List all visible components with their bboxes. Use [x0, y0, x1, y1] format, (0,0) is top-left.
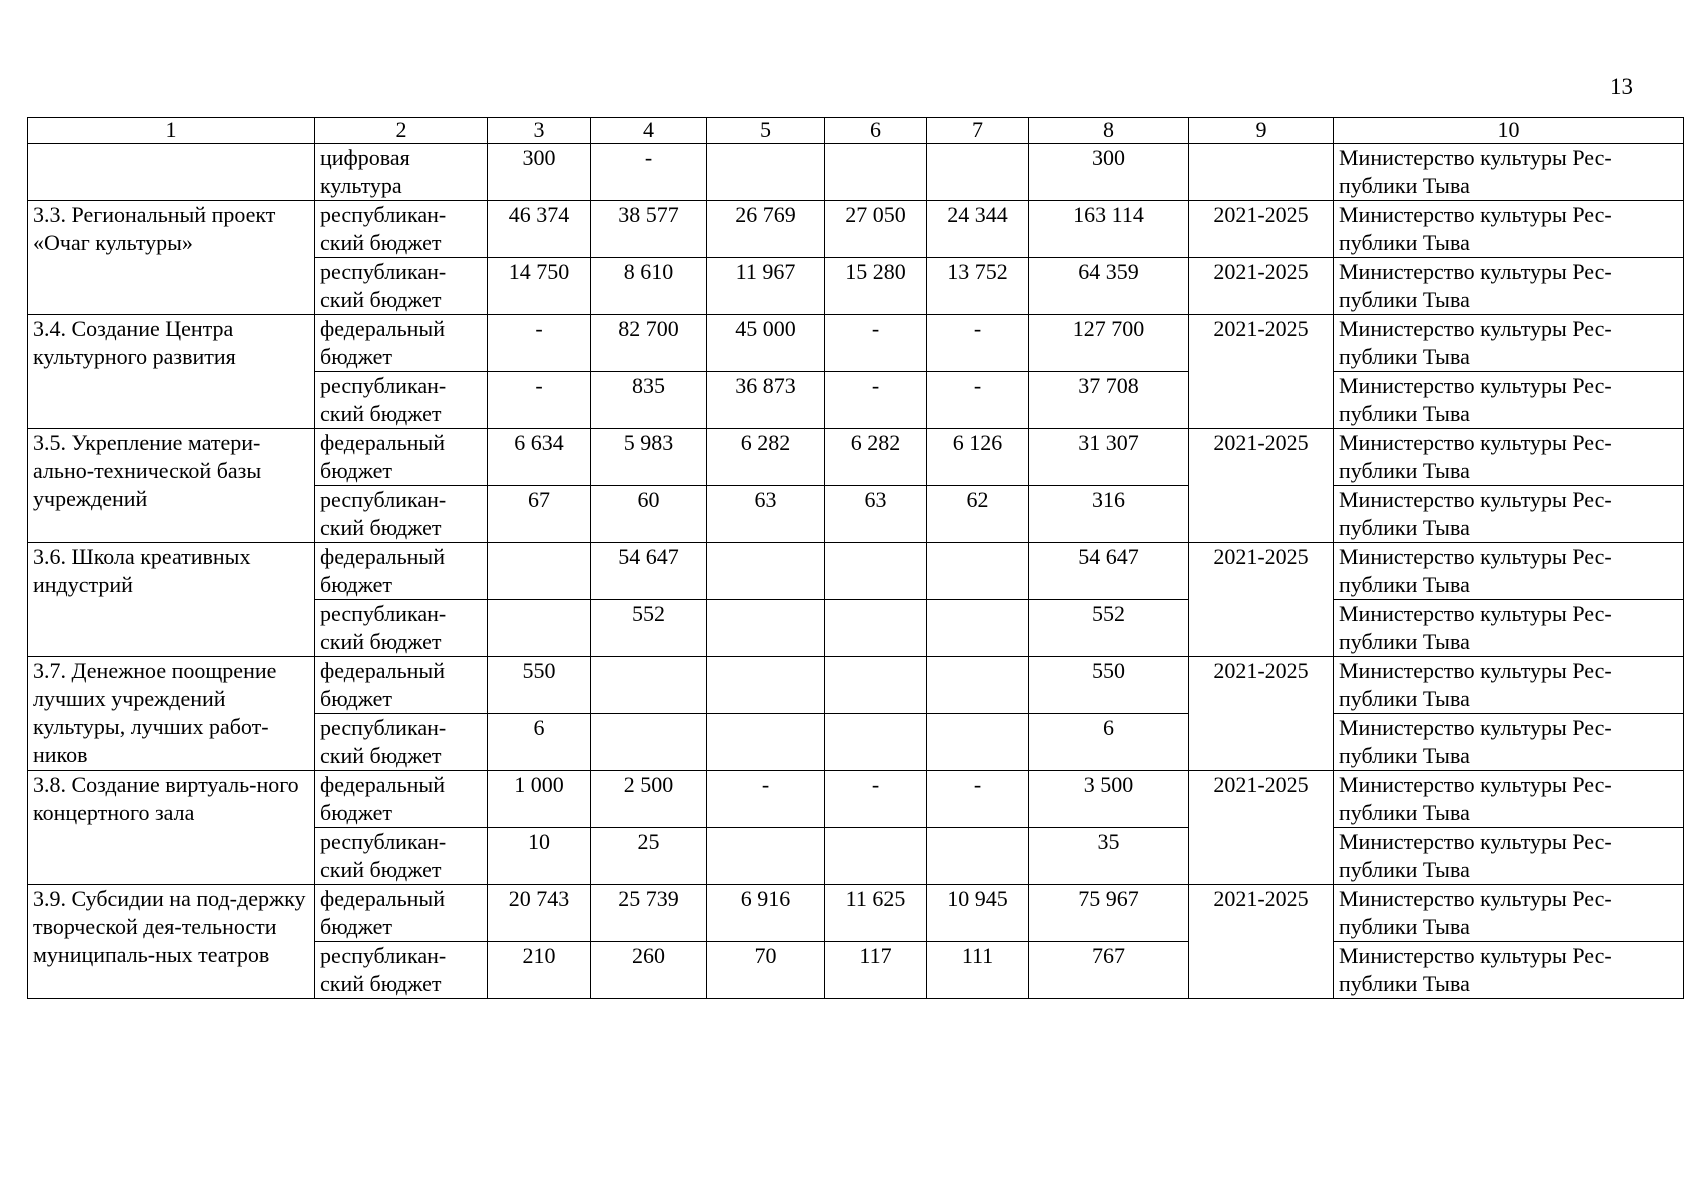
column-header: 2: [315, 118, 488, 144]
year-amount-cell: 25: [591, 828, 707, 885]
total-cell: 31 307: [1029, 429, 1189, 486]
year-amount-cell: 6 634: [488, 429, 591, 486]
period-cell: 2021-2025: [1189, 885, 1334, 999]
year-amount-cell: 11 967: [707, 258, 825, 315]
year-amount-cell: [591, 657, 707, 714]
year-amount-cell: -: [825, 372, 927, 429]
total-cell: 552: [1029, 600, 1189, 657]
table-row: [28, 657, 1684, 714]
year-amount-cell: 111: [927, 942, 1029, 999]
period-cell: 2021-2025: [1189, 429, 1334, 543]
total-cell: 75 967: [1029, 885, 1189, 942]
year-amount-cell: 8 610: [591, 258, 707, 315]
year-amount-cell: 14 750: [488, 258, 591, 315]
year-amount-cell: -: [591, 144, 707, 201]
year-amount-cell: -: [927, 372, 1029, 429]
column-header: 6: [825, 118, 927, 144]
measure-name-cell: 3.8. Создание виртуаль-ного концертного зала: [28, 771, 315, 885]
funding-source-cell: республикан-ский бюджет: [315, 600, 488, 657]
period-cell: 2021-2025: [1189, 543, 1334, 657]
year-amount-cell: 15 280: [825, 258, 927, 315]
year-amount-cell: 1 000: [488, 771, 591, 828]
total-cell: 300: [1029, 144, 1189, 201]
table-row: [28, 144, 1684, 201]
table-row: [28, 771, 1684, 828]
year-amount-cell: -: [927, 315, 1029, 372]
year-amount-cell: 70: [707, 942, 825, 999]
period-cell: 2021-2025: [1189, 657, 1334, 771]
column-header: 3: [488, 118, 591, 144]
year-amount-cell: [825, 600, 927, 657]
year-amount-cell: [927, 543, 1029, 600]
year-amount-cell: [825, 144, 927, 201]
funding-source-cell: федеральный бюджет: [315, 429, 488, 486]
funding-source-cell: республикан-ский бюджет: [315, 714, 488, 771]
funding-source-cell: республикан-ский бюджет: [315, 828, 488, 885]
column-header: 1: [28, 118, 315, 144]
table-row: [28, 543, 1684, 600]
year-amount-cell: [927, 828, 1029, 885]
year-amount-cell: 260: [591, 942, 707, 999]
executor-cell: Министерство культуры Рес-публики Тыва: [1334, 600, 1684, 657]
year-amount-cell: 54 647: [591, 543, 707, 600]
year-amount-cell: [927, 144, 1029, 201]
total-cell: 37 708: [1029, 372, 1189, 429]
executor-cell: Министерство культуры Рес-публики Тыва: [1334, 771, 1684, 828]
total-cell: 767: [1029, 942, 1189, 999]
year-amount-cell: [707, 144, 825, 201]
year-amount-cell: -: [927, 771, 1029, 828]
funding-source-cell: федеральный бюджет: [315, 315, 488, 372]
measure-name-cell: 3.6. Школа креативных индустрий: [28, 543, 315, 657]
table-row: [28, 429, 1684, 486]
table-row: [28, 315, 1684, 372]
column-header: 7: [927, 118, 1029, 144]
year-amount-cell: 24 344: [927, 201, 1029, 258]
year-amount-cell: [825, 543, 927, 600]
total-cell: 64 359: [1029, 258, 1189, 315]
year-amount-cell: 25 739: [591, 885, 707, 942]
period-cell: 2021-2025: [1189, 771, 1334, 885]
year-amount-cell: [927, 714, 1029, 771]
year-amount-cell: [707, 600, 825, 657]
executor-cell: Министерство культуры Рес-публики Тыва: [1334, 543, 1684, 600]
executor-cell: Министерство культуры Рес-публики Тыва: [1334, 258, 1684, 315]
year-amount-cell: -: [488, 372, 591, 429]
period-cell: 2021-2025: [1189, 315, 1334, 429]
year-amount-cell: 5 983: [591, 429, 707, 486]
period-cell: 2021-2025: [1189, 201, 1334, 258]
funding-source-cell: республикан-ский бюджет: [315, 258, 488, 315]
year-amount-cell: 63: [825, 486, 927, 543]
year-amount-cell: 82 700: [591, 315, 707, 372]
year-amount-cell: 6 126: [927, 429, 1029, 486]
year-amount-cell: [488, 600, 591, 657]
funding-source-cell: цифровая культура: [315, 144, 488, 201]
year-amount-cell: 27 050: [825, 201, 927, 258]
year-amount-cell: 6: [488, 714, 591, 771]
year-amount-cell: 10: [488, 828, 591, 885]
executor-cell: Министерство культуры Рес-публики Тыва: [1334, 942, 1684, 999]
table-row: [28, 885, 1684, 942]
executor-cell: Министерство культуры Рес-публики Тыва: [1334, 828, 1684, 885]
funding-source-cell: республикан-ский бюджет: [315, 486, 488, 543]
funding-source-cell: федеральный бюджет: [315, 657, 488, 714]
funding-source-cell: федеральный бюджет: [315, 771, 488, 828]
total-cell: 163 114: [1029, 201, 1189, 258]
year-amount-cell: 67: [488, 486, 591, 543]
column-header: 8: [1029, 118, 1189, 144]
measure-name-cell: 3.5. Укрепление матери-ально-технической базы учреждений: [28, 429, 315, 543]
column-header: 9: [1189, 118, 1334, 144]
total-cell: 35: [1029, 828, 1189, 885]
year-amount-cell: [825, 828, 927, 885]
executor-cell: Министерство культуры Рес-публики Тыва: [1334, 714, 1684, 771]
program-table: [27, 117, 1684, 999]
total-cell: 3 500: [1029, 771, 1189, 828]
executor-cell: Министерство культуры Рес-публики Тыва: [1334, 885, 1684, 942]
total-cell: 127 700: [1029, 315, 1189, 372]
year-amount-cell: -: [825, 771, 927, 828]
funding-source-cell: федеральный бюджет: [315, 543, 488, 600]
measure-name-cell: 3.4. Создание Центра культурного развития: [28, 315, 315, 429]
header-row: [28, 118, 1684, 144]
year-amount-cell: 300: [488, 144, 591, 201]
year-amount-cell: 63: [707, 486, 825, 543]
year-amount-cell: 6 916: [707, 885, 825, 942]
total-cell: 550: [1029, 657, 1189, 714]
year-amount-cell: 2 500: [591, 771, 707, 828]
executor-cell: Министерство культуры Рес-публики Тыва: [1334, 486, 1684, 543]
executor-cell: Министерство культуры Рес-публики Тыва: [1334, 315, 1684, 372]
year-amount-cell: 60: [591, 486, 707, 543]
year-amount-cell: 6 282: [707, 429, 825, 486]
year-amount-cell: [707, 543, 825, 600]
funding-source-cell: республикан-ский бюджет: [315, 201, 488, 258]
funding-source-cell: федеральный бюджет: [315, 885, 488, 942]
year-amount-cell: [707, 828, 825, 885]
total-cell: 54 647: [1029, 543, 1189, 600]
funding-source-cell: республикан-ский бюджет: [315, 372, 488, 429]
year-amount-cell: 210: [488, 942, 591, 999]
measure-name-cell: 3.9. Субсидии на под-держку творческой дея-тельности муниципаль-ных театров: [28, 885, 315, 999]
executor-cell: Министерство культуры Рес-публики Тыва: [1334, 657, 1684, 714]
year-amount-cell: [927, 657, 1029, 714]
year-amount-cell: 45 000: [707, 315, 825, 372]
executor-cell: Министерство культуры Рес-публики Тыва: [1334, 144, 1684, 201]
year-amount-cell: -: [488, 315, 591, 372]
year-amount-cell: 36 873: [707, 372, 825, 429]
year-amount-cell: 46 374: [488, 201, 591, 258]
column-header: 10: [1334, 118, 1684, 144]
period-cell: 2021-2025: [1189, 258, 1334, 315]
year-amount-cell: 20 743: [488, 885, 591, 942]
year-amount-cell: [591, 714, 707, 771]
year-amount-cell: [707, 714, 825, 771]
measure-name-cell: 3.7. Денежное поощрение лучших учреждений культуры, лучших работ-ников: [28, 657, 315, 771]
year-amount-cell: [927, 600, 1029, 657]
column-header: 5: [707, 118, 825, 144]
year-amount-cell: 11 625: [825, 885, 927, 942]
year-amount-cell: 117: [825, 942, 927, 999]
year-amount-cell: 13 752: [927, 258, 1029, 315]
year-amount-cell: 10 945: [927, 885, 1029, 942]
funding-source-cell: республикан-ский бюджет: [315, 942, 488, 999]
year-amount-cell: -: [825, 315, 927, 372]
year-amount-cell: 62: [927, 486, 1029, 543]
year-amount-cell: 550: [488, 657, 591, 714]
year-amount-cell: 26 769: [707, 201, 825, 258]
column-header: 4: [591, 118, 707, 144]
measure-name-cell: [28, 144, 315, 201]
executor-cell: Министерство культуры Рес-публики Тыва: [1334, 429, 1684, 486]
page-number: 13: [1610, 74, 1633, 99]
table-row: [28, 201, 1684, 258]
year-amount-cell: 552: [591, 600, 707, 657]
year-amount-cell: [825, 714, 927, 771]
year-amount-cell: [707, 657, 825, 714]
executor-cell: Министерство культуры Рес-публики Тыва: [1334, 372, 1684, 429]
year-amount-cell: 38 577: [591, 201, 707, 258]
period-cell: [1189, 144, 1334, 201]
total-cell: 6: [1029, 714, 1189, 771]
year-amount-cell: -: [707, 771, 825, 828]
year-amount-cell: [488, 543, 591, 600]
measure-name-cell: 3.3. Региональный проект «Очаг культуры»: [28, 201, 315, 315]
year-amount-cell: 835: [591, 372, 707, 429]
total-cell: 316: [1029, 486, 1189, 543]
year-amount-cell: [825, 657, 927, 714]
executor-cell: Министерство культуры Рес-публики Тыва: [1334, 201, 1684, 258]
year-amount-cell: 6 282: [825, 429, 927, 486]
